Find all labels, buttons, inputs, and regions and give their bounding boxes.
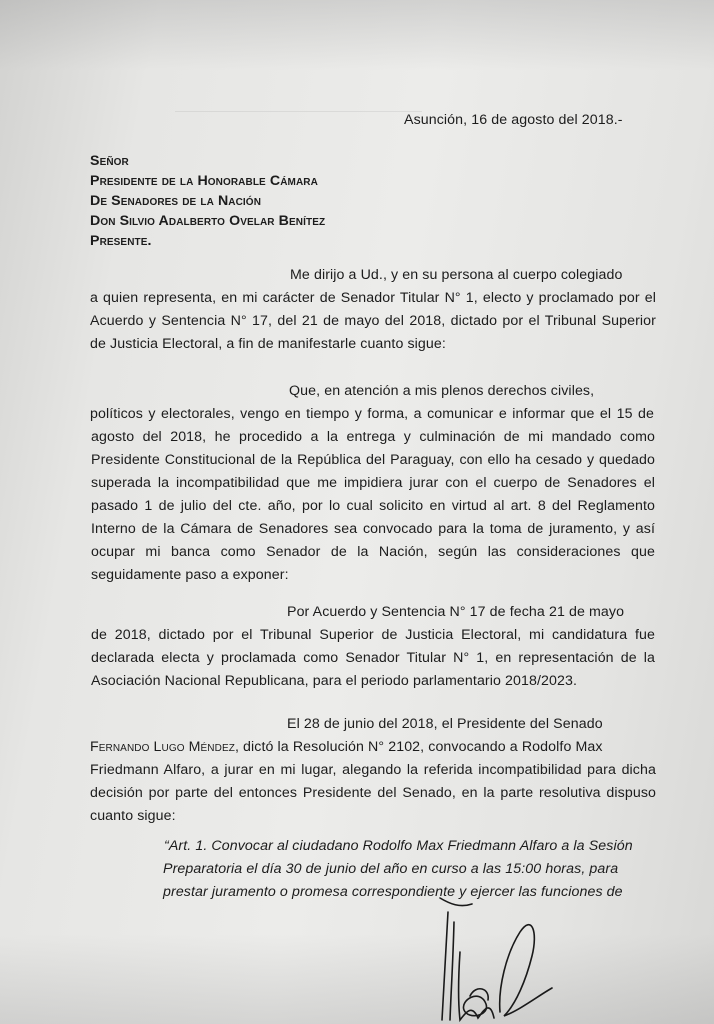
p4-line-2-rest: , dictó la Resolución N° 2102, convocando a Rodolfo Max (234, 739, 603, 755)
addressee-line-4: Don Silvio Adalberto Ovelar Benítez (90, 213, 326, 229)
signature-icon (420, 892, 560, 1024)
page-shadow-top (0, 0, 714, 70)
addressee-line-5: Presente. (90, 233, 152, 249)
page-shadow-bottom (0, 934, 714, 1024)
p4-line-3: Friedmann Alfaro, a jurar en mi lugar, alegando la referida incompatibilidad para dicha (90, 762, 656, 778)
p2-line-9: seguidamente paso a exponer: (91, 567, 289, 583)
letter-date: Asunción, 16 de agosto del 2018.- (404, 112, 623, 128)
p4-line-4: decisión por parte del entonces Presidente del Senado, en la parte resolutiva dispuso (90, 785, 656, 801)
quote-line-2: Preparatoria el día 30 de junio del año en curso a las 15:00 horas, para (163, 861, 619, 877)
p4-line-1: El 28 de junio del 2018, el Presidente del Senado (287, 716, 603, 732)
addressee-line-1: Señor (90, 153, 129, 169)
addressee-line-2: Presidente de la Honorable Cámara (90, 173, 318, 189)
p1-line-4: de Justicia Electoral, a fin de manifestarle cuanto sigue: (90, 336, 446, 352)
p4-line-5: cuanto sigue: (90, 808, 176, 824)
p2-line-2: políticos y electorales, vengo en tiempo y forma, a comunicar e informar que el 15 de (90, 406, 654, 422)
quote-line-3: prestar juramento o promesa correspondiente y ejercer las funciones de (163, 884, 623, 900)
p2-line-7: Interno de la Cámara de Senadores sea convocado para la toma de juramento, y así (91, 521, 655, 537)
p2-line-4: Presidente Constitucional de la República del Paraguay, con ello ha cesado y quedado (91, 452, 655, 468)
senate-president-name: Fernando Lugo Méndez (90, 739, 235, 755)
p3-line-4: Asociación Nacional Republicana, para el periodo parlamentario 2018/2023. (91, 673, 578, 689)
p2-line-1: Que, en atención a mis plenos derechos civiles, (289, 383, 595, 399)
quote-line-1: “Art. 1. Convocar al ciudadano Rodolfo Max Friedmann Alfaro a la Sesión (164, 838, 633, 854)
show-through-texture: ——————————————————— (175, 103, 422, 118)
p2-line-5: superada la incompatibilidad que me impidiera jurar con el cuerpo de Senadores el (91, 475, 655, 491)
p1-line-1: Me dirijo a Ud., y en su persona al cuerpo colegiado (290, 267, 623, 283)
p2-line-6: pasado 1 de julio del cte. año, por lo cual solicito en virtud al art. 8 del Reglamento (91, 498, 655, 514)
p3-line-3: declarada electa y proclamada como Senador Titular N° 1, en representación de la (91, 650, 655, 666)
p1-line-2: a quien representa, en mi carácter de Senador Titular N° 1, electo y proclamado por el (90, 290, 656, 306)
p1-line-3: Acuerdo y Sentencia N° 17, del 21 de mayo del 2018, dictado por el Tribunal Superior (90, 313, 656, 329)
p2-line-8: ocupar mi banca como Senador de la Nación, según las consideraciones que (91, 544, 655, 560)
p3-line-1: Por Acuerdo y Sentencia N° 17 de fecha 21 de mayo (287, 604, 625, 620)
addressee-line-3: De Senadores de la Nación (90, 193, 262, 209)
p4-line-2 (90, 736, 656, 759)
p2-line-3: agosto del 2018, he procedido a la entrega y culminación de mi mandado como (91, 429, 655, 445)
p3-line-2: de 2018, dictado por el Tribunal Superior de Justicia Electoral, mi candidatura fue (91, 627, 655, 643)
